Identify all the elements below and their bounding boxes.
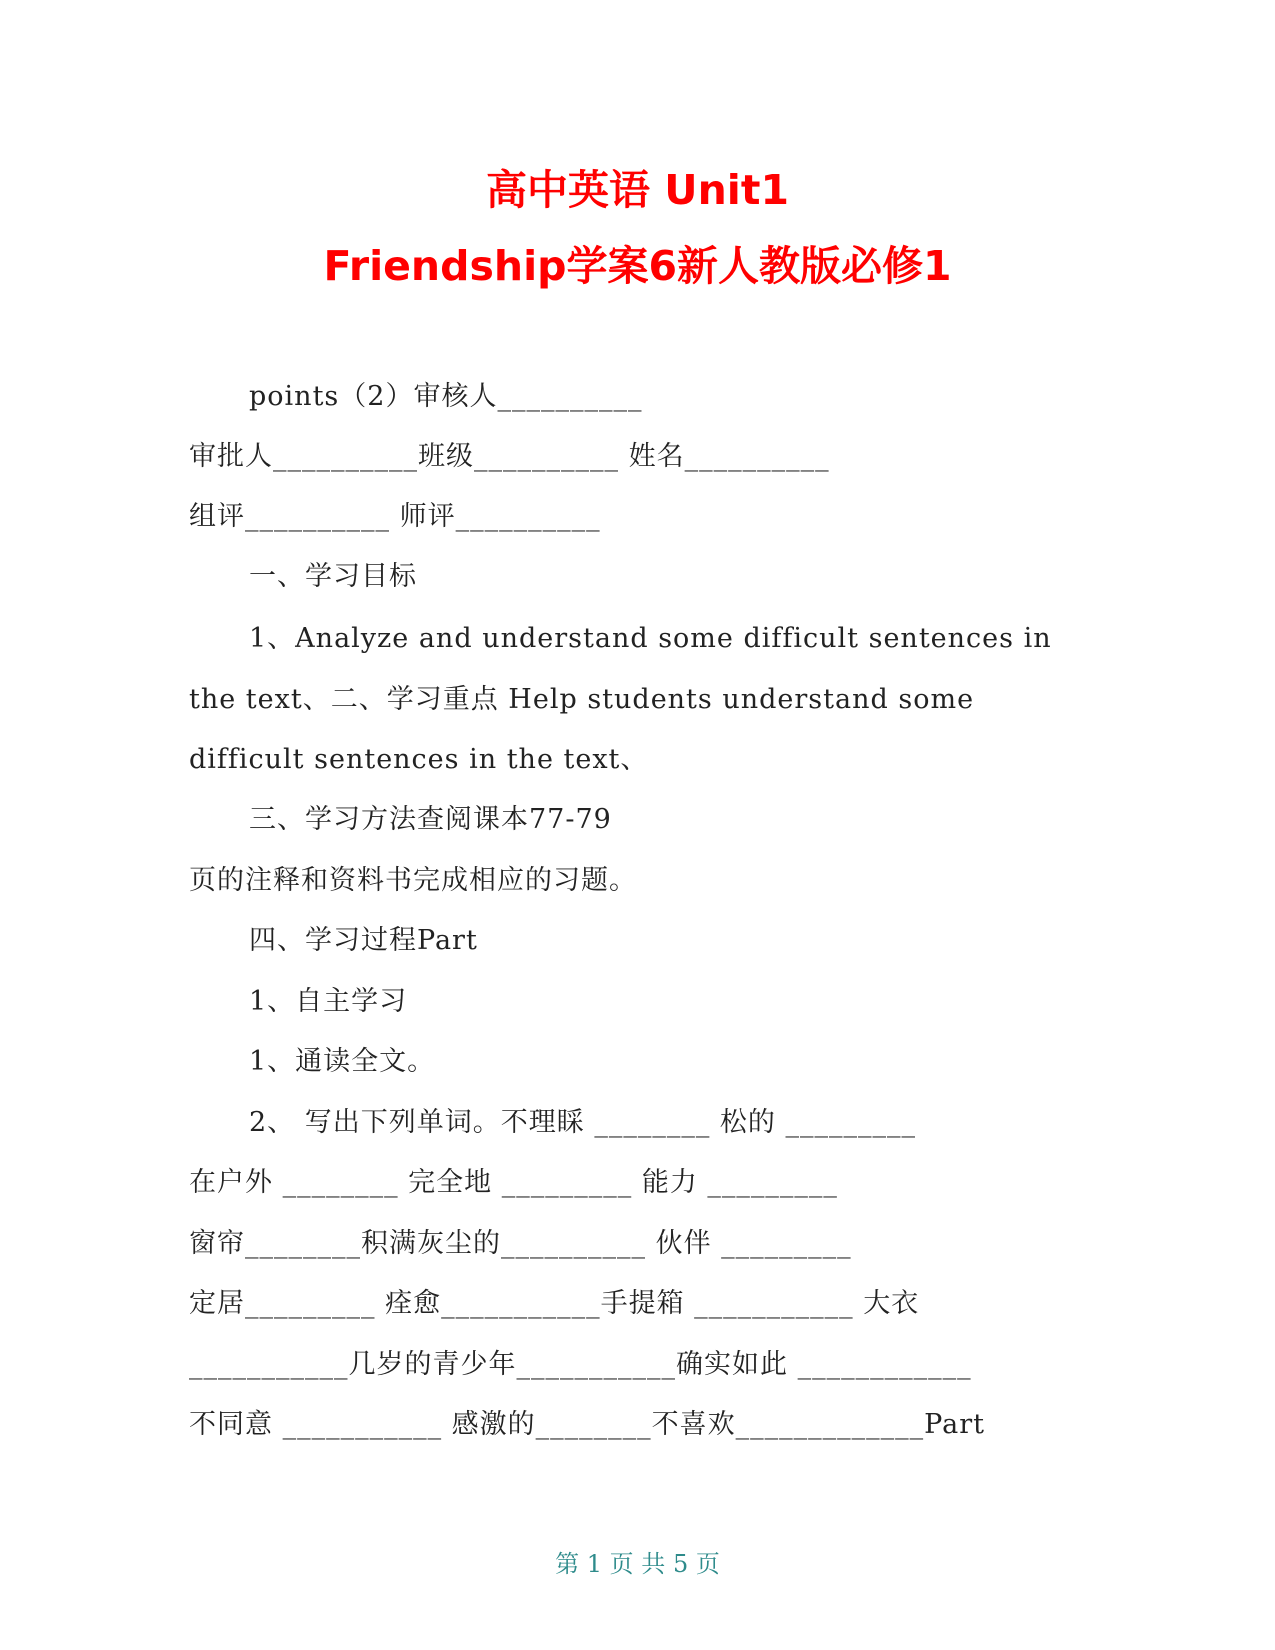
text-line: 1、Analyze and understand some difficult sentences in	[249, 623, 1052, 654]
text-line: 窗帘________积满灰尘的__________ 伙伴 _________	[189, 1228, 852, 1259]
text-line: the text、二、学习重点 Help students understand some	[189, 684, 975, 715]
document-title-line-1: 高中英语 Unit1	[486, 166, 789, 214]
text-line: 1、通读全文。	[249, 1046, 436, 1077]
text-line: points（2）审核人__________	[249, 381, 643, 412]
text-line: 审批人__________班级__________ 姓名__________	[189, 441, 830, 472]
document-title-line-2: Friendship学案6新人教版必修1	[323, 242, 952, 290]
section-heading: 一、学习目标	[249, 561, 417, 592]
text-line: 定居_________ 痊愈___________手提箱 ___________ 大衣	[189, 1288, 920, 1319]
text-line: difficult sentences in the text、	[189, 744, 649, 775]
text-line: 2、 写出下列单词。不理睬 ________ 松的 _________	[249, 1107, 917, 1138]
text-line: 页的注释和资料书完成相应的习题。	[189, 865, 637, 896]
section-heading: 四、学习过程Part	[249, 925, 478, 956]
text-line: 组评__________ 师评__________	[189, 501, 601, 532]
text-line: ___________几岁的青少年___________确实如此 ____________	[189, 1349, 972, 1380]
text-line: 在户外 ________ 完全地 _________ 能力 _________	[189, 1167, 838, 1198]
page-footer: 第 1 页 共 5 页	[555, 1550, 720, 1578]
section-heading: 三、学习方法查阅课本77-79	[249, 804, 612, 835]
text-line: 不同意 ___________ 感激的________不喜欢_____________Part	[189, 1409, 985, 1440]
text-line: 1、自主学习	[249, 986, 408, 1017]
